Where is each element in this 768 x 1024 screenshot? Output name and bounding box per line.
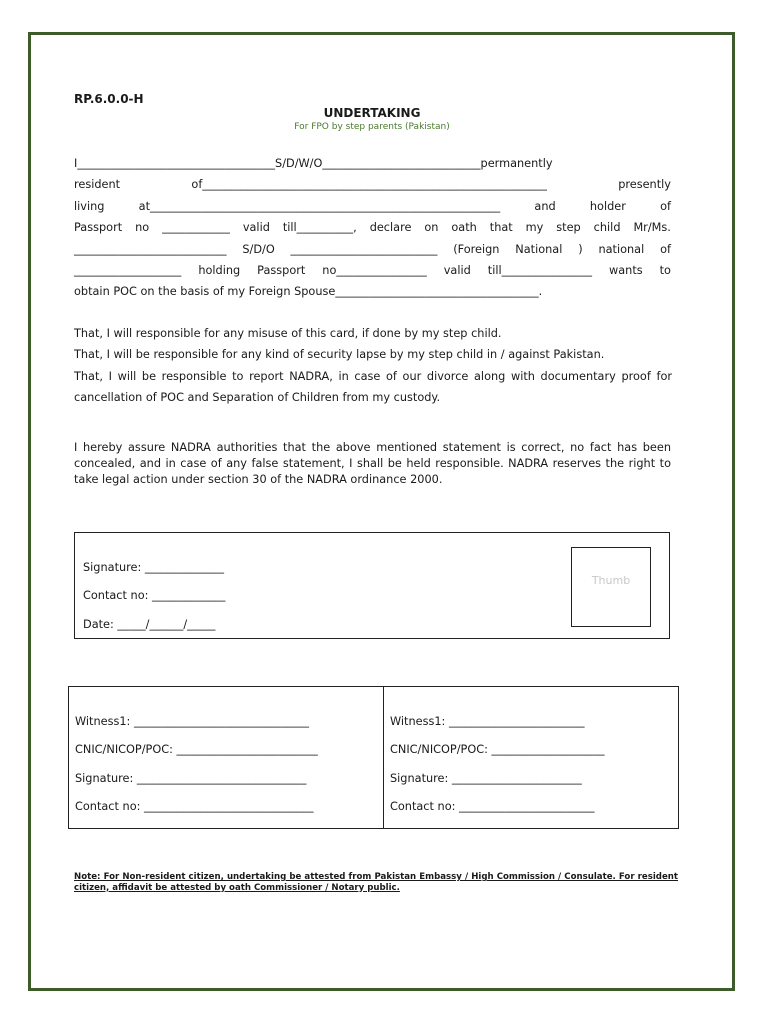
statements-block (74, 323, 672, 408)
statement-divorce-line-1: That, I will be responsible to report NADRA, in case of our divorce along with documentary proof for (74, 369, 672, 383)
declaration-line-4: Passport no ____________ valid till__________, declare on oath that my step child Mr/Ms. (74, 221, 671, 235)
witness2-signature-field[interactable]: Signature: _______________________ (390, 772, 582, 785)
thumb-impression-box[interactable]: Thumb (571, 547, 651, 627)
witness2-name-field[interactable]: Witness1: ________________________ (390, 715, 585, 728)
signature-field[interactable]: Signature: ______________ (83, 561, 224, 574)
form-code: RP.6.0.0-H (74, 92, 144, 106)
signature-box (74, 532, 670, 639)
declaration-line-6: ___________________ holding Passport no________________ valid till________________ wants to (74, 264, 671, 278)
declaration-line-3: living at______________________________________________________________ and holder of (74, 199, 671, 213)
declaration-line-5: ___________________________ S/D/O __________________________ (Foreign National ) national of (74, 242, 671, 256)
witness-column-1 (69, 687, 384, 828)
declaration-line-2: resident of_____________________________________________________________ presently (74, 178, 671, 192)
declaration-paragraph (74, 153, 671, 303)
witness1-contact-field[interactable]: Contact no: ______________________________ (75, 800, 314, 813)
document-subtitle: For FPO by step parents (Pakistan) (294, 122, 450, 132)
statement-security: That, I will be responsible for any kind of security lapse by my step child in / against Pakistan. (74, 348, 605, 362)
date-field[interactable]: Date: _____/______/_____ (83, 618, 216, 631)
contact-field[interactable]: Contact no: _____________ (83, 589, 226, 602)
witness2-contact-field[interactable]: Contact no: ________________________ (390, 800, 595, 813)
witness-table (68, 686, 679, 829)
witness2-cnic-field[interactable]: CNIC/NICOP/POC: ____________________ (390, 743, 605, 756)
witness1-cnic-field[interactable]: CNIC/NICOP/POC: _________________________ (75, 743, 318, 756)
statement-divorce-line-2: cancellation of POC and Separation of Children from my custody. (74, 390, 441, 404)
witness1-name-field[interactable]: Witness1: _______________________________ (75, 715, 310, 728)
attestation-note: Note: For Non-resident citizen, undertaking be attested from Pakistan Embassy / High Commission / Consulate. For resident citizen, affidavit be attested by oath Commissioner / Notary public. (74, 872, 678, 893)
declaration-line-1: I___________________________________S/D/W/O____________________________permanently (74, 157, 553, 170)
witness-column-2 (384, 687, 678, 828)
assurance-paragraph: I hereby assure NADRA authorities that the above mentioned statement is correct, no fact has been concealed, and in case of any false statement, I shall be held responsible. NADRA reserves the right to take legal action under section 30 of the NADRA ordinance 2000. (74, 441, 671, 486)
statement-misuse: That, I will responsible for any misuse of this card, if done by my step child. (74, 327, 502, 340)
declaration-line-7: obtain POC on the basis of my Foreign Spouse____________________________________. (74, 285, 543, 299)
document-title: UNDERTAKING (323, 106, 421, 120)
witness1-signature-field[interactable]: Signature: ______________________________ (75, 772, 307, 785)
